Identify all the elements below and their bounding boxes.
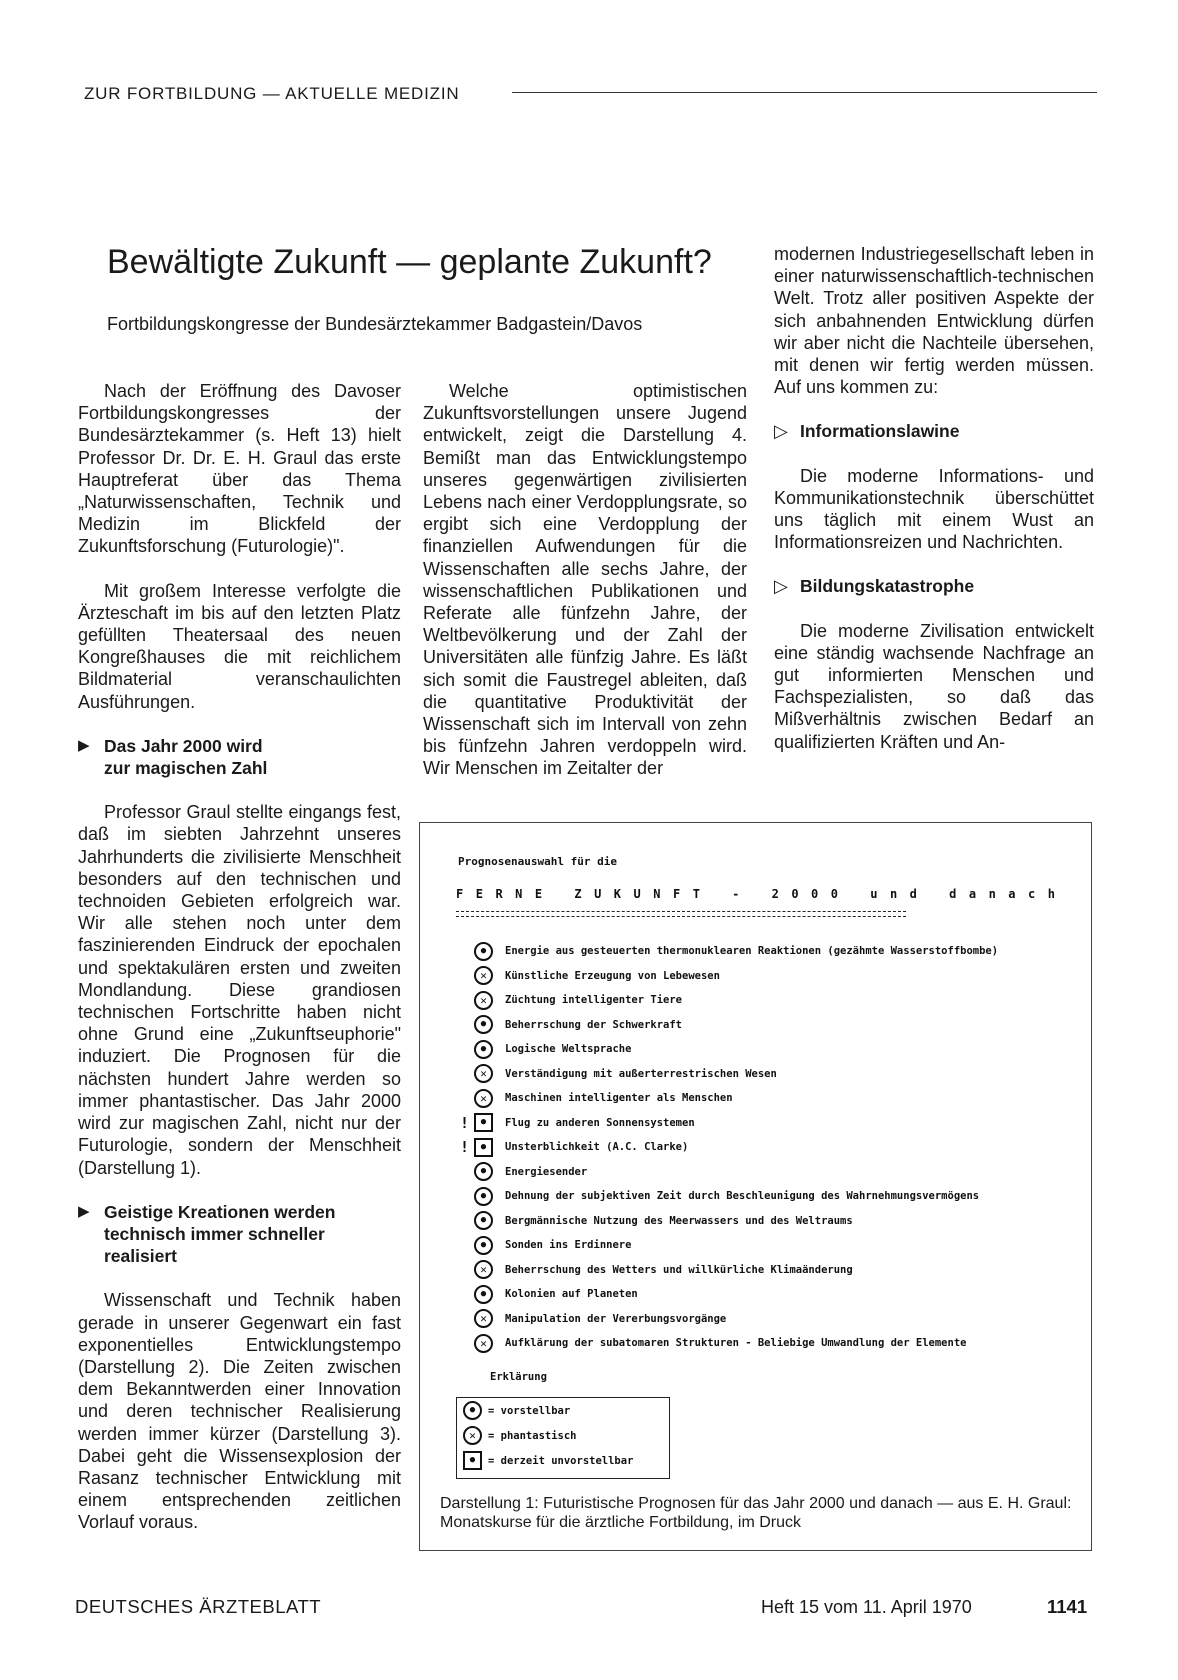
- circle-dot-icon: ●: [474, 1162, 493, 1181]
- prediction-row: [456, 1160, 1076, 1185]
- prediction-label: Unsterblichkeit (A.C. Clarke): [505, 1141, 689, 1154]
- col1-subhead-2: [78, 1201, 401, 1268]
- prediction-row: [456, 1111, 1076, 1136]
- filled-arrow-icon: ▶: [78, 736, 90, 754]
- prediction-row: [456, 1184, 1076, 1209]
- subhead-text: Das Jahr 2000 wird zur magischen Zahl: [104, 735, 268, 779]
- exclamation-mark: !: [460, 1113, 470, 1132]
- circle-x-icon: ✕: [474, 991, 493, 1010]
- prediction-label: Verständigung mit außerterrestrischen Wesen: [505, 1067, 777, 1080]
- prediction-label: Kolonien auf Planeten: [505, 1288, 638, 1301]
- prediction-label: Bergmännische Nutzung des Meerwassers und des Weltraums: [505, 1214, 853, 1227]
- legend-row: [457, 1398, 669, 1423]
- prediction-label: Beherrschung der Schwerkraft: [505, 1018, 683, 1031]
- prediction-row: [456, 988, 1076, 1013]
- circle-dot-icon: ●: [474, 1285, 493, 1304]
- prediction-label: Dehnung der subjektiven Zeit durch Beschleunigung des Wahrnehmungsvermögens: [505, 1190, 980, 1203]
- prediction-label: Beherrschung des Wetters und willkürliche Klimaänderung: [505, 1263, 853, 1276]
- subhead-text: Bildungskatastrophe: [800, 576, 975, 597]
- col3-paragraph-1: modernen Industriegesellschaft leben in einer naturwissenschaftlich-technischen Welt. Trotz aller positiven Aspekte der sich anbahnenden Entwicklung dürfen wir aber nicht die Nachteile übersehen, mit denen wir fertig werden müssen. Auf uns kommen zu:: [774, 244, 1094, 398]
- prediction-row: [456, 1209, 1076, 1234]
- column-3: [774, 243, 1094, 753]
- prediction-label: Logische Weltsprache: [505, 1043, 632, 1056]
- figure-heading-underline: [456, 911, 906, 921]
- circle-x-icon: ✕: [474, 966, 493, 985]
- square-dot-icon: ●: [463, 1451, 482, 1470]
- prediction-row: [456, 1331, 1076, 1356]
- article-subtitle: Fortbildungskongresse der Bundesärztekammer Badgastein/Davos: [107, 314, 643, 334]
- col3-subhead-2: [774, 575, 1094, 597]
- circle-dot-icon: ●: [474, 1015, 493, 1034]
- circle-dot-icon: ●: [474, 942, 493, 961]
- prediction-row: [456, 1233, 1076, 1258]
- col3-paragraph-2: Die moderne Informations- und Kommunikationstechnik überschüttet uns täglich mit einem Wust an Informationsreizen und Nachrichten.: [774, 465, 1094, 553]
- figure-heading-2: FERNE ZUKUNFT - 2000 und danach: [456, 887, 1068, 901]
- col3-paragraph-3: Die moderne Zivilisation entwickelt eine ständig wachsende Nachfrage an gut informierten Menschen und Fachspezialisten, so daß das Mißverhältnis zwischen Bedarf an qualifizierten Kräften und An-: [774, 620, 1094, 752]
- legend-row: [457, 1423, 669, 1448]
- legend-label: = vorstellbar: [488, 1404, 571, 1417]
- col1-paragraph-4: Wissenschaft und Technik haben gerade in unserer Gegenwart ein fast exponentielles Entwicklungstempo (Darstellung 2). Die Zeiten zwischen dem Bekanntwerden einer Innovation und deren technischer Realisierung werden immer kürzer (Darstellung 3). Dabei geht die Wissensexplosion der Rasanz technischer Entwicklung mit einem entsprechenden zeitlichen Vorlauf voraus.: [78, 1290, 401, 1533]
- prediction-label: Züchtung intelligenter Tiere: [505, 994, 683, 1007]
- square-dot-icon: ●: [474, 1138, 493, 1157]
- figure-heading-1: Prognosenauswahl für die: [458, 855, 617, 868]
- col1-paragraph-2: Mit großem Interesse verfolgte die Ärzteschaft im bis auf den letzten Platz gefüllten Theatersaal des neuen Kongreßhauses die mit reichlichem Bildmaterial veranschaulichten Ausführungen.: [78, 580, 401, 712]
- prediction-row: [456, 1135, 1076, 1160]
- prediction-label: Energiesender: [505, 1165, 588, 1178]
- prediction-row: [456, 939, 1076, 964]
- column-1: [78, 380, 401, 1534]
- page-number: 1141: [1047, 1596, 1088, 1617]
- prediction-list: [456, 939, 1076, 1356]
- col2-paragraph-1: Welche optimistischen Zukunftsvorstellungen unsere Jugend entwickelt, zeigt die Darstellung 4. Bemißt man das Entwicklungstempo unseres gegenwärtigen zivilisierten Lebens nach einer Verdopplungsrate, so ergibt sich eine Verdopplung der finanziellen Aufwendungen für die Wissenschaften alle sechs Jahre, der wissenschaftlichen Publikationen und Referate alle fünfzehn Jahre, der Weltbevölkerung und der Zahl der Universitäten alle fünfzig Jahre. Es läßt sich somit die Faustregel ableiten, daß die quantitative Produktivität der Wissenschaft sich im Intervall von zehn bis fünfzehn Jahren verdoppeln wird. Wir Menschen im Zeitalter der: [423, 381, 747, 779]
- prediction-row: [456, 1086, 1076, 1111]
- circle-x-icon: ✕: [474, 1089, 493, 1108]
- col3-subhead-1: [774, 420, 1094, 442]
- prediction-row: [456, 964, 1076, 989]
- legend-label: = derzeit unvorstellbar: [488, 1454, 634, 1467]
- col1-paragraph-1: Nach der Eröffnung des Davoser Fortbildungskongresses der Bundesärztekammer (s. Heft 13) hielt Professor Dr. Dr. E. H. Graul das erste Hauptreferat über das Thema „Naturwissenschaften, Technik und Medizin im Blickfeld der Zukunftsforschung (Futurologie)".: [78, 381, 401, 557]
- filled-arrow-icon: ▶: [78, 1202, 90, 1220]
- footer-issue: Heft 15 vom 11. April 1970: [761, 1597, 972, 1617]
- open-arrow-icon: ▷: [774, 576, 788, 597]
- open-arrow-icon: ▷: [774, 421, 788, 442]
- subhead-text: Geistige Kreationen werden technisch immer schneller realisiert: [104, 1201, 336, 1267]
- square-dot-icon: ●: [474, 1113, 493, 1132]
- legend-label: = phantastisch: [488, 1429, 577, 1442]
- prediction-label: Flug zu anderen Sonnensystemen: [505, 1116, 695, 1129]
- prediction-row: [456, 1258, 1076, 1283]
- col1-paragraph-3: Professor Graul stellte eingangs fest, daß im siebten Jahrzehnt unseres Jahrhunderts die zivilisierte Menschheit besonders auf den technischen und technoiden Gebieten erfolgreich war. Wir alle stehen noch unter dem faszinierenden Eindruck der epochalen und spektakulären ersten und zweiten Mondlandung. Diese grandiosen technischen Fortschritte haben nicht ohne Grund eine „Zukunftseuphorie" induziert. Die Prognosen für die nächsten hundert Jahre werden so immer phantastischer. Das Jahr 2000 wird zur magischen Zahl, nicht nur der Futurologie, sondern der Menschheit (Darstellung 1).: [78, 802, 401, 1178]
- circle-x-icon: ✕: [463, 1426, 482, 1445]
- circle-x-icon: ✕: [474, 1064, 493, 1083]
- legend-row: [457, 1448, 669, 1473]
- running-head: ZUR FORTBILDUNG — AKTUELLE MEDIZIN: [84, 84, 460, 103]
- circle-x-icon: ✕: [474, 1334, 493, 1353]
- prediction-row: [456, 1013, 1076, 1038]
- footer-journal: DEUTSCHES ÄRZTEBLATT: [75, 1596, 322, 1617]
- prediction-label: Sonden ins Erdinnere: [505, 1239, 632, 1252]
- circle-dot-icon: ●: [474, 1187, 493, 1206]
- prediction-label: Energie aus gesteuerten thermonuklearen Reaktionen (gezähmte Wasserstoffbombe): [505, 945, 999, 958]
- legend-title: Erklärung: [490, 1371, 547, 1383]
- col1-subhead-1: [78, 735, 401, 779]
- legend-box: [456, 1397, 670, 1479]
- article-title: Bewältigte Zukunft — geplante Zukunft?: [107, 243, 712, 281]
- prediction-row: [456, 1307, 1076, 1332]
- circle-dot-icon: ●: [474, 1236, 493, 1255]
- prediction-label: Aufklärung der subatomaren Strukturen - Beliebige Umwandlung der Elemente: [505, 1337, 967, 1350]
- prediction-label: Maschinen intelligenter als Menschen: [505, 1092, 733, 1105]
- column-2: [423, 380, 747, 780]
- circle-dot-icon: ●: [474, 1211, 493, 1230]
- exclamation-mark: !: [460, 1138, 470, 1157]
- header-rule: [512, 92, 1097, 93]
- prediction-label: Künstliche Erzeugung von Lebewesen: [505, 969, 720, 982]
- subhead-text: Informationslawine: [800, 421, 960, 442]
- circle-dot-icon: ●: [474, 1040, 493, 1059]
- circle-x-icon: ✕: [474, 1260, 493, 1279]
- circle-dot-icon: ●: [463, 1401, 482, 1420]
- prediction-row: [456, 1282, 1076, 1307]
- prediction-row: [456, 1062, 1076, 1087]
- prediction-row: [456, 1037, 1076, 1062]
- figure-caption: Darstellung 1: Futuristische Prognosen für das Jahr 2000 und danach — aus E. H. Graul: Monatskurse für die ärztliche Fortbildung, im Druck: [440, 1495, 1072, 1531]
- circle-x-icon: ✕: [474, 1309, 493, 1328]
- prediction-label: Manipulation der Vererbungsvorgänge: [505, 1312, 727, 1325]
- figure-darstellung-1: [419, 822, 1092, 1551]
